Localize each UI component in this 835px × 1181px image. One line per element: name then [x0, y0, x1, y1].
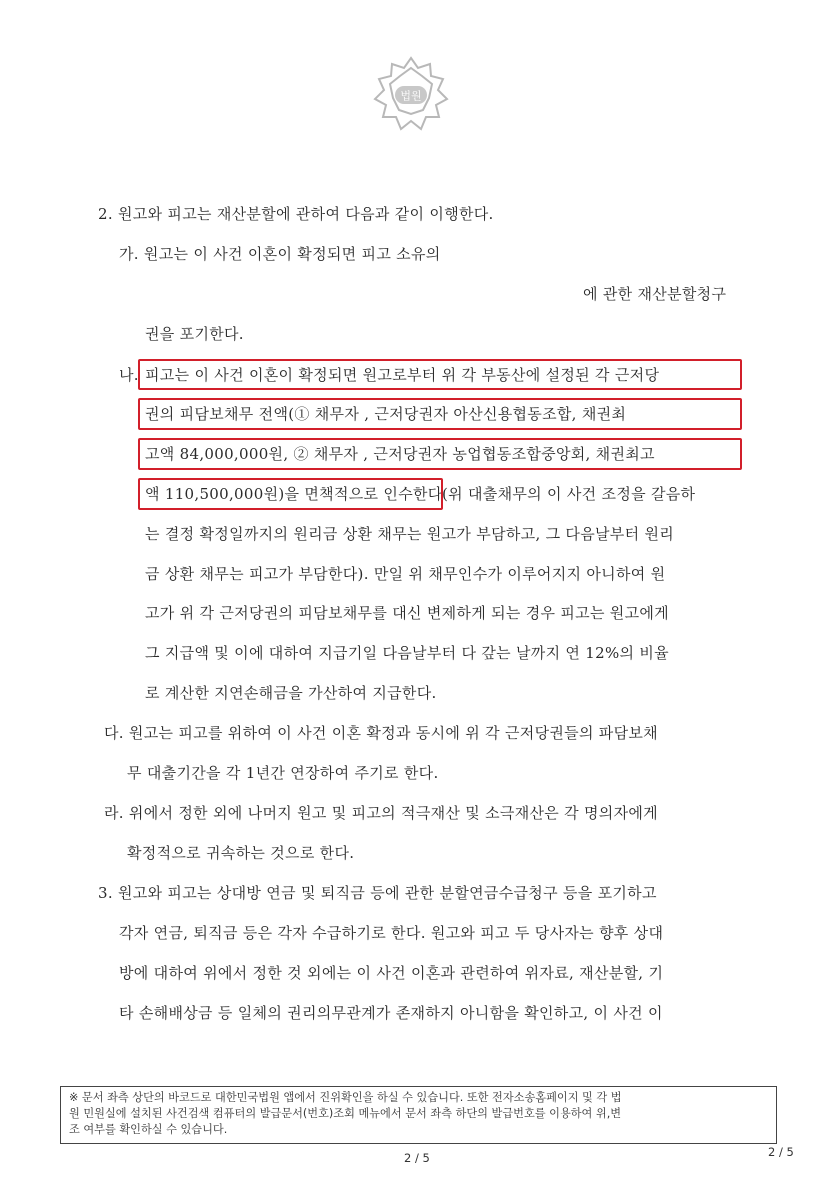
text-line: (위 대출채무의 이 사건 조정을 갈음하: [442, 485, 696, 503]
text-line: 타 손해배상금 등 일체의 권리의무관계가 존재하지 아니함을 확인하고, 이 사건 이: [119, 1004, 663, 1022]
text-line: 금 상환 채무는 피고가 부담한다). 만일 위 채무인수가 이루어지지 아니하여 원: [145, 565, 666, 583]
text-line: 나.: [119, 366, 139, 384]
notice-line: ※ 문서 좌측 상단의 바코드로 대한민국법원 앱에서 진위확인을 하실 수 있습니다. 또한 전자소송홈페이지 및 각 법: [69, 1091, 622, 1104]
notice-line: 원 민원실에 설치된 사건검색 컴퓨터의 발급문서(번호)조회 메뉴에서 문서 좌측 하단의 발급번호를 이용하여 위,변: [69, 1107, 622, 1120]
highlight-box: [138, 398, 742, 430]
text-line: 다. 원고는 피고를 위하여 이 사건 이혼 확정과 동시에 위 각 근저당권들의 파담보채: [104, 724, 658, 742]
text-line: 그 지급액 및 이에 대하여 지급기일 다음날부터 다 갚는 날까지 연 12%의 비율: [145, 644, 669, 662]
court-seal-icon: [371, 54, 451, 134]
text-line: 방에 대하여 위에서 정한 것 외에는 이 사건 이혼과 관련하여 위자료, 재산분할, 기: [119, 964, 664, 982]
text-line: 무 대출기간을 각 1년간 연장하여 주기로 한다.: [127, 764, 439, 782]
text-line: 라. 위에서 정한 외에 나머지 원고 및 피고의 적극재산 및 소극재산은 각 명의자에게: [104, 804, 658, 822]
text-line: 로 계산한 지연손해금을 가산하여 지급한다.: [145, 684, 437, 702]
page-number-corner: 2 / 5: [768, 1145, 794, 1159]
highlighted-text-line: 액 110,500,000원)을 면책적으로 인수한다: [145, 485, 443, 503]
text-line: 2. 원고와 피고는 재산분할에 관하여 다음과 같이 이행한다.: [98, 205, 494, 223]
highlighted-text-line: 고액 84,000,000원, ② 채무자 , 근저당권자 농업협동조합중앙회, 채권최고: [145, 445, 655, 463]
text-line: 는 결정 확정일까지의 원리금 상환 채무는 원고가 부담하고, 그 다음날부터 원리: [145, 525, 675, 543]
text-line: 3. 원고와 피고는 상대방 연금 및 퇴직금 등에 관한 분할연금수급청구 등을 포기하고: [98, 884, 657, 902]
notice-line: 조 여부를 확인하실 수 있습니다.: [69, 1123, 228, 1136]
highlighted-text-line: 권의 피담보채무 전액(① 채무자 , 근저당권자 아산신용협동조합, 채권최: [145, 405, 627, 423]
text-line: 가. 원고는 이 사건 이혼이 확정되면 피고 소유의: [119, 245, 441, 263]
highlight-box: [138, 359, 742, 390]
highlighted-text-line: 피고는 이 사건 이혼이 확정되면 원고로부터 위 각 부동산에 설정된 각 근저당: [145, 366, 660, 384]
text-line: 각자 연금, 퇴직금 등은 각자 수급하기로 한다. 원고와 피고 두 당사자는 향후 상대: [119, 924, 664, 942]
highlight-box: [138, 438, 742, 470]
page-number: 2 / 5: [404, 1151, 430, 1165]
text-line: 권을 포기한다.: [145, 325, 244, 343]
highlight-box: [138, 478, 443, 510]
text-line: 고가 위 각 근저당권의 피담보채무를 대신 변제하게 되는 경우 피고는 원고에게: [145, 604, 669, 622]
verification-notice: [60, 1086, 777, 1144]
text-line: 에 관한 재산분할청구: [583, 285, 727, 303]
text-line: 확정적으로 귀속하는 것으로 한다.: [127, 844, 355, 862]
seal-text: 법원: [400, 89, 422, 103]
